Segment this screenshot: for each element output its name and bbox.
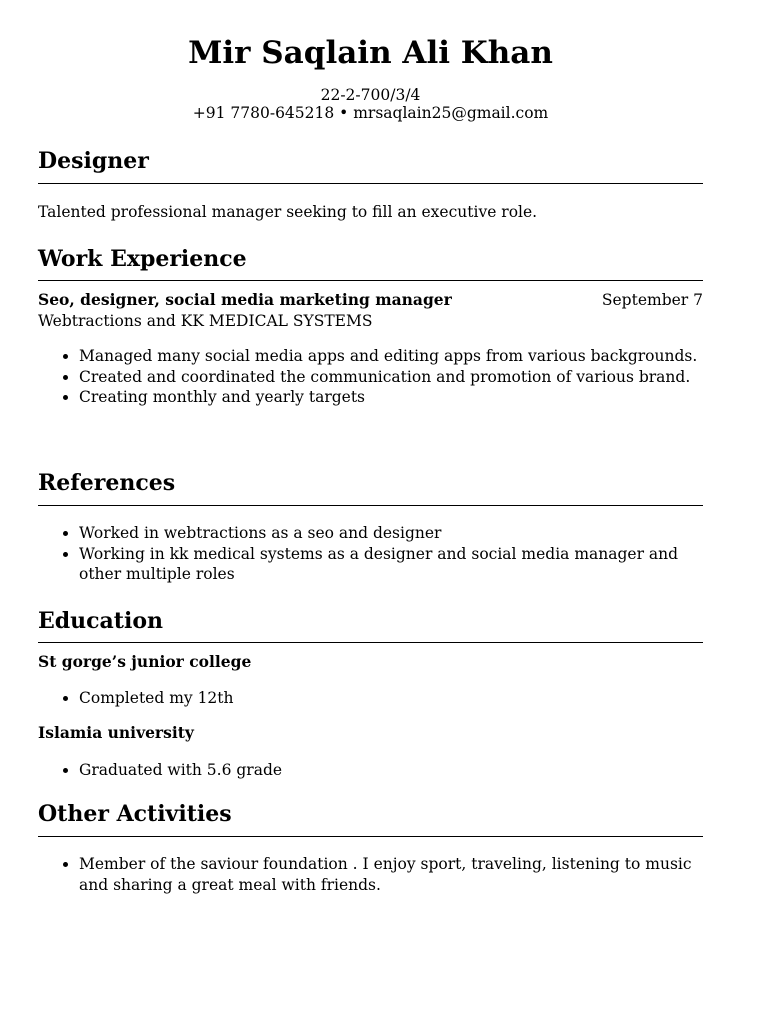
references-bullets [38, 523, 703, 585]
list-item: • Managed many social media apps and editing apps from various backgrounds. [79, 346, 703, 367]
section-title-education: Education [38, 608, 163, 634]
school-name: St gorge’s junior college [38, 652, 252, 671]
section-divider [38, 836, 703, 837]
school-name: Islamia university [38, 723, 194, 742]
section-divider [38, 505, 703, 506]
section-title-references: References [38, 470, 176, 496]
summary-text: Talented professional manager seeking to fill an executive role. [38, 203, 538, 221]
section-title-activities: Other Activities [38, 801, 232, 827]
job-title: Seo, designer, social media marketing manager [38, 290, 452, 309]
work-bullets [38, 346, 703, 408]
contact-line: +91 7780-645218 • mrsaqlain25@gmail.com [192, 104, 549, 122]
activities-bullets [38, 854, 703, 895]
list-item: • Graduated with 5.6 grade [79, 760, 703, 781]
section-title-work: Work Experience [38, 246, 247, 272]
section-title-summary: Designer [38, 148, 149, 174]
list-item: • Worked in webtractions as a seo and designer [79, 523, 703, 544]
section-divider [38, 642, 703, 643]
section-divider [38, 280, 703, 281]
section-divider [38, 183, 703, 184]
list-item: • Creating monthly and yearly targets [79, 387, 703, 408]
job-date: September 7 [601, 291, 703, 309]
company-name: Webtractions and KK MEDICAL SYSTEMS [38, 312, 373, 330]
address: 22-2-700/3/4 [320, 86, 421, 104]
list-item: • Working in kk medical systems as a designer and social media manager and other multiple roles [79, 544, 703, 585]
candidate-name: Mir Saqlain Ali Khan [188, 35, 553, 71]
school1-bullets [38, 688, 703, 709]
list-item: • Completed my 12th [79, 688, 703, 709]
list-item: • Created and coordinated the communication and promotion of various brand. [79, 367, 703, 388]
list-item: • Member of the saviour foundation . I enjoy sport, traveling, listening to music and sharing a great meal with friends. [79, 854, 703, 895]
school2-bullets [38, 760, 703, 781]
